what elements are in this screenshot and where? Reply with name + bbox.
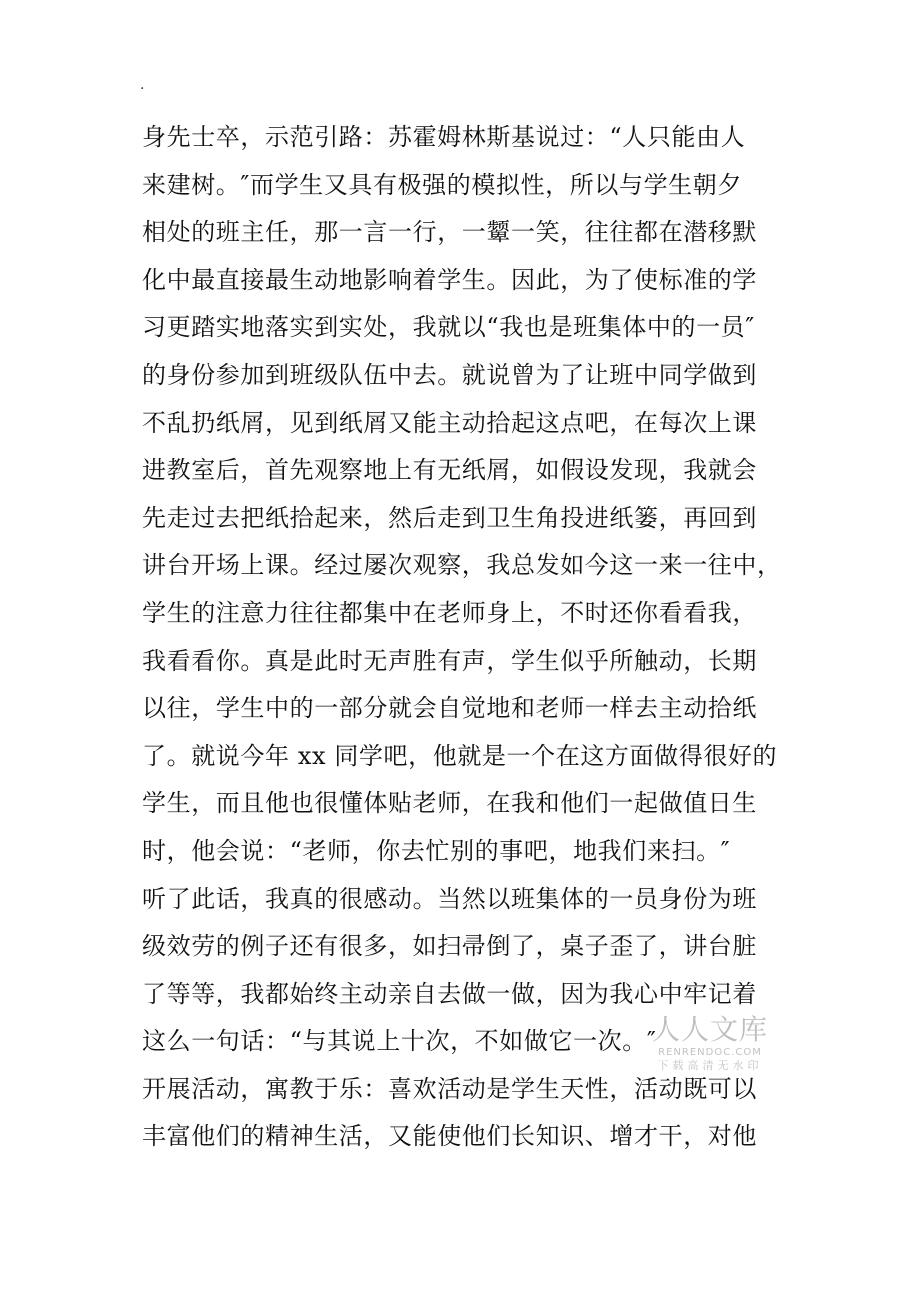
text-line: 丰富他们的精神生活，又能使他们长知识、增才干，对他 bbox=[142, 1122, 757, 1151]
watermark-tagline: 下载高清无水印 bbox=[657, 1059, 763, 1072]
text-line: 了。就说今年 xx 同学吧，他就是一个在这方面做得很好的 bbox=[142, 741, 778, 770]
text-line: 我看看你。真是此时无声胜有声，学生似乎所触动，长期 bbox=[142, 646, 757, 675]
body-text bbox=[142, 114, 782, 1161]
text-line: 时，他会说：“老师，你去忙别的事吧，地我们来扫。″ bbox=[142, 836, 731, 865]
text-line: 先走过去把纸拾起来，然后走到卫生角投进纸篓，再回到 bbox=[142, 503, 757, 532]
text-line: 进教室后，首先观察地上有无纸屑，如假设发现，我就会 bbox=[142, 456, 757, 485]
text-line: 了等等，我都始终主动亲自去做一做，因为我心中牢记着 bbox=[142, 979, 757, 1008]
watermark-domain: RENRENDOC.COM bbox=[658, 1047, 762, 1058]
text-line: 化中最直接最生动地影响着学生。因此，为了使标准的学 bbox=[142, 265, 757, 294]
text-line: 讲台开场上课。经过屡次观察，我总发如今这一来一往中， bbox=[142, 551, 782, 580]
text-line: 学生，而且他也很懂体贴老师，在我和他们一起做值日生 bbox=[142, 789, 757, 818]
text-line: 身先士卒，示范引路：苏霍姆林斯基说过：“人只能由人 bbox=[142, 123, 746, 151]
text-line: 听了此话，我真的很感动。当然以班集体的一员身份为班 bbox=[142, 884, 757, 913]
page-marker: . bbox=[140, 77, 145, 93]
text-line: 的身份参加到班级队伍中去。就说曾为了让班中同学做到 bbox=[142, 360, 757, 389]
text-line: 不乱扔纸屑，见到纸屑又能主动拾起这点吧，在每次上课 bbox=[142, 408, 757, 437]
text-line: 以往，学生中的一部分就会自觉地和老师一样去主动拾纸 bbox=[142, 694, 757, 723]
text-line: 这么一句话：“与其说上十次，不如做它一次。″ bbox=[142, 1027, 657, 1056]
text-line: 级效劳的例子还有很多，如扫帚倒了，桌子歪了，讲台脏 bbox=[142, 932, 757, 961]
text-line: 学生的注意力往往都集中在老师身上，不时还你看看我， bbox=[142, 598, 757, 627]
watermark-title: 人人文库 bbox=[651, 1013, 768, 1046]
text-line: 相处的班主任，那一言一行，一颦一笑，往往都在潜移默 bbox=[142, 218, 757, 247]
text-line: 来建树。″而学生又具有极强的模拟性，所以与学生朝夕 bbox=[142, 170, 742, 199]
text-line: 开展活动，寓教于乐：喜欢活动是学生天性，活动既可以 bbox=[142, 1074, 757, 1103]
text-line: 习更踏实地落实到实处，我就以“我也是班集体中的一员″ bbox=[142, 313, 755, 342]
watermark bbox=[648, 1014, 772, 1073]
